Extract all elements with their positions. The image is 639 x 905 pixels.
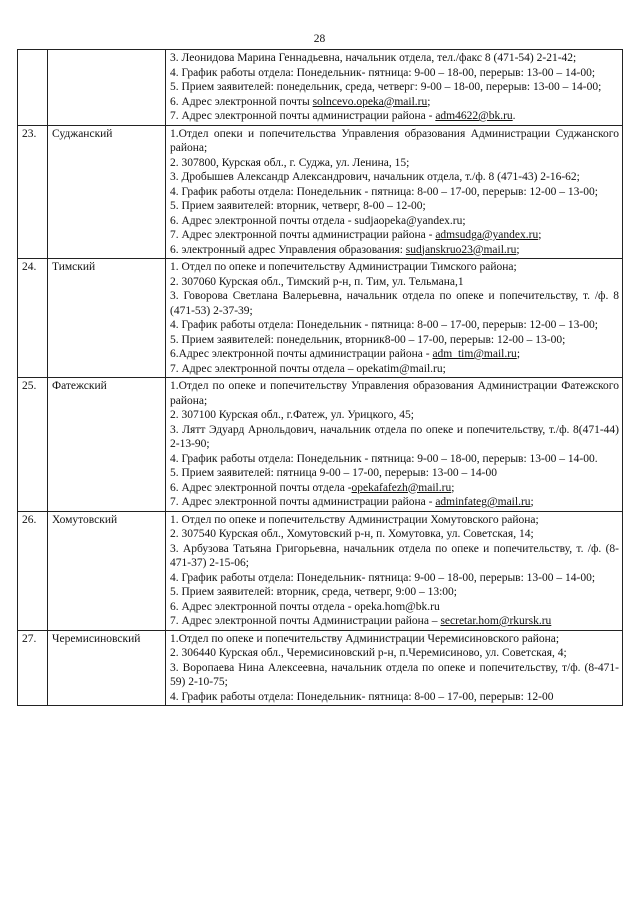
district-name: Суджанский bbox=[48, 125, 166, 259]
info-line bbox=[170, 362, 619, 377]
info-line-text: 1.Отдел по опеке и попечительству Администрации Черемисиновского района; bbox=[170, 632, 560, 645]
department-info bbox=[166, 50, 623, 126]
info-line bbox=[170, 185, 619, 200]
info-line bbox=[170, 481, 619, 496]
row-number: 27. bbox=[18, 630, 48, 706]
info-line bbox=[170, 513, 619, 528]
info-line-text: 1. Отдел по опеке и попечительству Администрации Хомутовского района; bbox=[170, 513, 539, 526]
info-line bbox=[170, 275, 619, 290]
info-line bbox=[170, 379, 619, 408]
info-line-text: 2. 307800, Курская обл., г. Суджа, ул. Ленина, 15; bbox=[170, 156, 410, 169]
info-line-text: 5. Прием заявителей: понедельник, среда, четверг: 9-00 – 18-00, перерыв: 13-00 – 14-00; bbox=[170, 81, 602, 93]
row-number: 25. bbox=[18, 378, 48, 512]
info-line bbox=[170, 243, 619, 258]
district-name: Тимский bbox=[48, 259, 166, 378]
info-line-text: 7. Адрес электронной почты администрации района - bbox=[170, 496, 436, 508]
info-line bbox=[170, 661, 619, 690]
info-line bbox=[170, 318, 619, 333]
row-number: 23. bbox=[18, 125, 48, 259]
info-line bbox=[170, 495, 619, 510]
district-name bbox=[48, 50, 166, 126]
info-line bbox=[170, 333, 619, 348]
row-number: 24. bbox=[18, 259, 48, 378]
info-line-text: 5. Прием заявителей: пятница 9-00 – 17-00, перерыв: 13-00 – 14-00 bbox=[170, 467, 498, 479]
info-line-text: 3. Воропаева Нина Алексеевна, начальник отдела по опеке и попечительству, т/ф. (8-471-59) 2-10-75; bbox=[170, 661, 619, 688]
email-link[interactable]: opekafafezh@mail.ru bbox=[351, 481, 452, 494]
info-line-tail: ; bbox=[516, 243, 520, 256]
info-line-text: 3. Лятт Эдуард Арнольдович, начальник отдела по опеке и попечительству, т./ф. 8(471-44) 2-13-90; bbox=[170, 423, 619, 450]
info-line bbox=[170, 571, 619, 586]
department-info bbox=[166, 511, 623, 630]
district-name: Хомутовский bbox=[48, 511, 166, 630]
info-line-text: 2. 307060 Курская обл., Тимский р-н, п. Тим, ул. Тельмана,1 bbox=[170, 275, 464, 288]
info-line bbox=[170, 109, 619, 124]
department-info bbox=[166, 378, 623, 512]
info-line-text: 7. Адрес электронной почты администрации района - bbox=[170, 110, 436, 122]
district-name: Черемисиновский bbox=[48, 630, 166, 706]
info-line-text: 4. График работы отдела: Понедельник- пятница: 8-00 – 17-00, перерыв: 12-00 bbox=[170, 690, 554, 703]
table-body bbox=[18, 50, 623, 706]
info-line-text: 4. График работы отдела: Понедельник- пятница: 9-00 – 18-00, перерыв: 13-00 – 14-00; bbox=[170, 571, 596, 584]
table-row bbox=[18, 125, 623, 259]
info-line-tail: . bbox=[512, 110, 516, 122]
info-line-text: 3. Арбузова Татьяна Григорьевна, начальник отдела по опеке и попечительству, т. /ф. (8-471-37) 2-15-06; bbox=[170, 542, 619, 569]
info-line-text: 7. Адрес электронной почты отдела – opekatim@mail.ru; bbox=[170, 362, 446, 375]
email-link[interactable]: sudjanskruo23@mail.ru bbox=[405, 243, 517, 256]
info-line bbox=[170, 585, 619, 600]
info-line-text: 2. 307540 Курская обл., Хомутовский р-н, п. Хомутовка, ул. Советская, 14; bbox=[170, 528, 534, 540]
info-line bbox=[170, 542, 619, 571]
info-line-text: 5. Прием заявителей: понедельник, вторник8-00 – 17-00, перерыв: 12-00 – 13-00; bbox=[170, 333, 566, 346]
info-line-text: 5. Прием заявителей: вторник, четверг, 8-00 – 12-00; bbox=[170, 200, 426, 212]
info-line bbox=[170, 214, 619, 229]
info-line-text: 4. График работы отдела: Понедельник - пятница: 9-00 – 18-00, перерыв: 13-00 – 14-00. bbox=[170, 452, 598, 465]
info-line-text: 1. Отдел по опеке и попечительству Администрации Тимского района; bbox=[170, 261, 517, 273]
info-line bbox=[170, 347, 619, 362]
info-line-text: 6. электронный адрес Управления образования: bbox=[170, 243, 406, 256]
info-line-tail: ; bbox=[427, 95, 431, 108]
email-link[interactable]: adm_tim@mail.ru bbox=[432, 348, 517, 360]
info-line-text: 4. График работы отдела: Понедельник- пятница: 9-00 – 18-00, перерыв: 13-00 – 14-00; bbox=[170, 66, 596, 79]
department-info bbox=[166, 125, 623, 259]
info-line bbox=[170, 614, 619, 629]
info-line-text: 1.Отдел по опеке и попечительству Управления образования Администрации Фатежского района; bbox=[170, 380, 619, 407]
info-line-text: 7. Адрес электронной почты Администрации района – bbox=[170, 615, 441, 627]
guardianship-departments-table bbox=[17, 49, 623, 706]
info-line bbox=[170, 452, 619, 467]
info-line-text: 6. Адрес электронной почты bbox=[170, 95, 313, 108]
email-link[interactable]: adm4622@bk.ru bbox=[435, 110, 513, 122]
info-line bbox=[170, 66, 619, 81]
email-link[interactable]: adminfateg@mail.ru bbox=[435, 496, 531, 508]
district-name: Фатежский bbox=[48, 378, 166, 512]
info-line bbox=[170, 156, 619, 171]
info-line bbox=[170, 289, 619, 318]
info-line bbox=[170, 690, 619, 705]
table-row bbox=[18, 50, 623, 126]
info-line bbox=[170, 423, 619, 452]
info-line-text: 1.Отдел опеки и попечительства Управления образования Администрации Суджанского района; bbox=[170, 127, 619, 154]
info-line bbox=[170, 80, 619, 95]
info-line-text: 6. Адрес электронной почты отдела - bbox=[170, 481, 352, 494]
row-number bbox=[18, 50, 48, 126]
info-line-tail: ; bbox=[451, 481, 455, 494]
info-line-text: 2. 307100 Курская обл., г.Фатеж, ул. Урицкого, 45; bbox=[170, 409, 414, 421]
info-line bbox=[170, 199, 619, 214]
info-line-tail: ; bbox=[530, 496, 534, 508]
info-line-text: 6. Адрес электронной почты отдела - sudjaopeka@yandex.ru; bbox=[170, 214, 466, 227]
info-line-text: 2. 306440 Курская обл., Черемисиновский р-н, п.Черемисиново, ул. Советская, 4; bbox=[170, 647, 567, 659]
info-line bbox=[170, 646, 619, 661]
info-line-tail: ; bbox=[538, 229, 542, 241]
info-line bbox=[170, 632, 619, 647]
info-line bbox=[170, 527, 619, 542]
info-line-text: 6.Адрес электронной почты администрации района - bbox=[170, 348, 433, 360]
department-info bbox=[166, 259, 623, 378]
info-line bbox=[170, 408, 619, 423]
info-line bbox=[170, 260, 619, 275]
email-link[interactable]: secretar.hom@rkursk.ru bbox=[440, 615, 552, 627]
page-number: 28 bbox=[313, 33, 326, 45]
info-line bbox=[170, 51, 619, 66]
info-line-text: 6. Адрес электронной почты отдела - opeka.hom@bk.ru bbox=[170, 600, 440, 613]
info-line-text: 7. Адрес электронной почты администрации района - bbox=[170, 229, 436, 241]
row-number: 26. bbox=[18, 511, 48, 630]
info-line bbox=[170, 170, 619, 185]
email-link[interactable]: solncevo.opeka@mail.ru bbox=[312, 95, 428, 108]
table-row bbox=[18, 511, 623, 630]
info-line bbox=[170, 466, 619, 481]
department-info bbox=[166, 630, 623, 706]
info-line bbox=[170, 127, 619, 156]
info-line-text: 3. Говорова Светлана Валерьевна, начальник отдела по опеке и попечительству, т. /ф. 8 (471-53) 2-37-39; bbox=[170, 290, 619, 317]
info-line bbox=[170, 95, 619, 110]
table-row bbox=[18, 259, 623, 378]
email-link[interactable]: admsudga@yandex.ru bbox=[435, 229, 539, 241]
info-line-text: 4. График работы отдела: Понедельник - пятница: 8-00 – 17-00, перерыв: 12-00 – 13-00; bbox=[170, 319, 598, 331]
info-line-text: 3. Дробышев Александр Александрович, начальник отдела, т./ф. 8 (471-43) 2-16-62; bbox=[170, 171, 580, 183]
info-line-tail: ; bbox=[516, 348, 521, 360]
info-line bbox=[170, 600, 619, 615]
info-line-text: 5. Прием заявителей: вторник, среда, четверг, 9:00 – 13:00; bbox=[170, 586, 457, 598]
table-row bbox=[18, 378, 623, 512]
info-line bbox=[170, 228, 619, 243]
info-line-text: 3. Леонидова Марина Геннадьевна, начальник отдела, тел./факс 8 (471-54) 2-21-42; bbox=[170, 52, 577, 64]
info-line-text: 4. График работы отдела: Понедельник - пятница: 8-00 – 17-00, перерыв: 12-00 – 13-00; bbox=[170, 185, 598, 198]
table-row bbox=[18, 630, 623, 706]
